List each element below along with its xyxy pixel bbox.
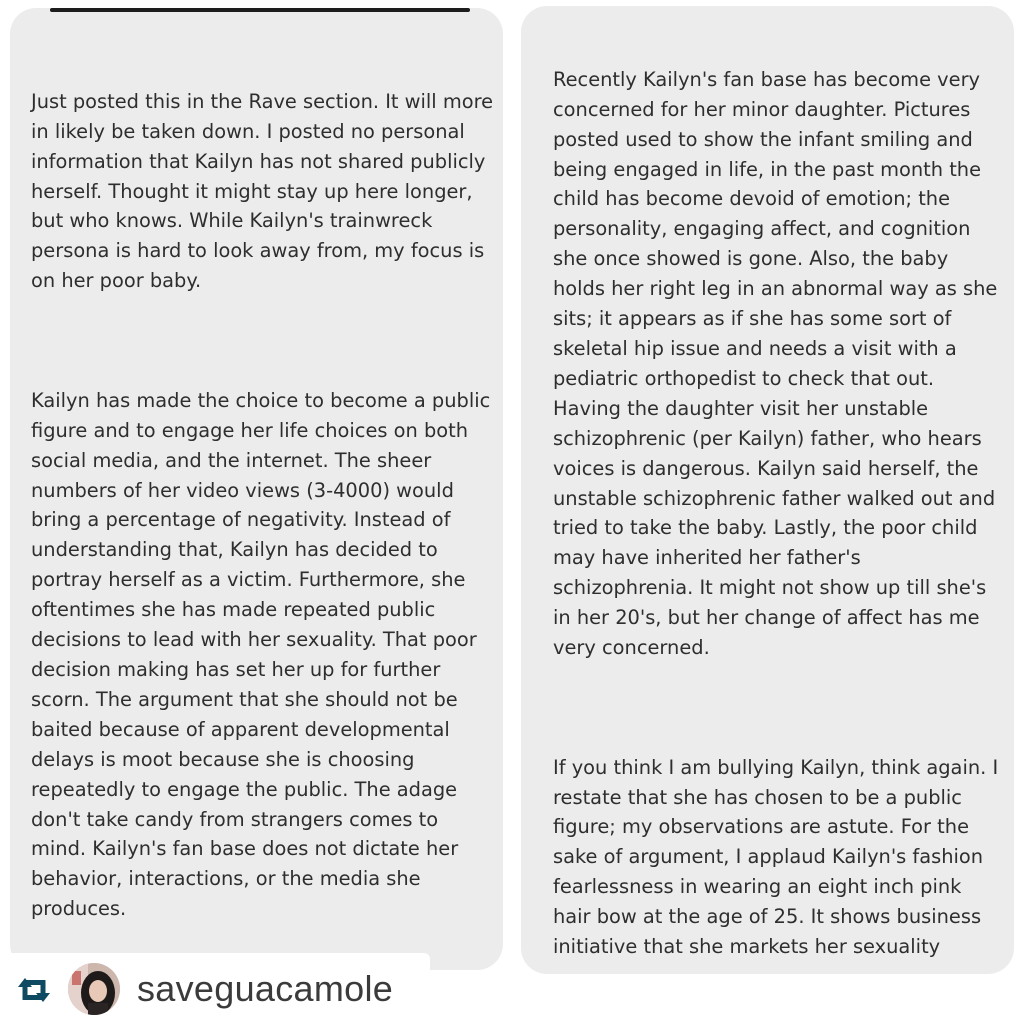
avatar-image [68, 963, 120, 1015]
username[interactable]: saveguacamole [137, 968, 394, 1009]
left-post-text [31, 27, 500, 970]
left-post-bubble [10, 8, 503, 970]
right-post-bubble [521, 6, 1014, 974]
repost-icon [14, 973, 54, 1007]
right-post-paragraph-2: If you think I am bullying Kailyn, think again. I restate that she has chosen to be a public figure; my observations are astute. For the sake of argument, I applaud Kailyn's fashion fearlessness in wearing an eight inch pink hair bow at the age of 25. It shows business initiative that she markets her sexuality [553, 755, 1005, 959]
left-post-paragraph-1: Just posted this in the Rave section. It will more in likely be taken down. I posted no personal information that Kailyn has not shared publicly herself. Thought it might stay up here longer, but who knows. While Kailyn's trainwreck persona is hard to look away from, my focus is on her poor baby. [31, 89, 500, 293]
right-post-text [553, 6, 1005, 974]
top-divider [50, 8, 470, 12]
right-post-paragraph-1: Recently Kailyn's fan base has become very concerned for her minor daughter. Pictures posted used to show the infant smiling and being engaged in life, in the past month the child has become devoid of emotion; the personality, engaging affect, and cognition she once showed is gone. Also, the baby holds her right leg in an abnormal way as she sits; it appears as if she has some sort of skeletal hip issue and needs a visit with a pediatric orthopedist to check that out. Having the daughter visit her unstable schizophrenic (per Kailyn) father, who hears voices is dangerous. Kailyn said herself, the unstable schizophrenic father walked out and tried to take the baby. Lastly, the poor child may have inherited her father's schizophrenia. It might not show up till she's in her 20's, but her change of affect has me very concerned. [553, 67, 1004, 660]
left-post-paragraph-2: Kailyn has made the choice to become a public figure and to engage her life choices on both social media, and the internet. The sheer numbers of her video views (3-4000) would bring a percentage of negativity. Instead of understanding that, Kailyn has decided to portray herself as a victim. Furthermore, she oftentimes she has made repeated public decisions to lead with her sexuality. That poor decision making has set her up for further scorn. The argument that she should not be baited because of apparent developmental delays is moot because she is choosing repeatedly to engage the public. The adage don't take candy from strangers comes to mind. Kailyn's fan base does not dictate her behavior, interactions, or the media she produces. [31, 388, 497, 921]
avatar[interactable] [68, 963, 120, 1015]
repost-bar [0, 953, 430, 1024]
